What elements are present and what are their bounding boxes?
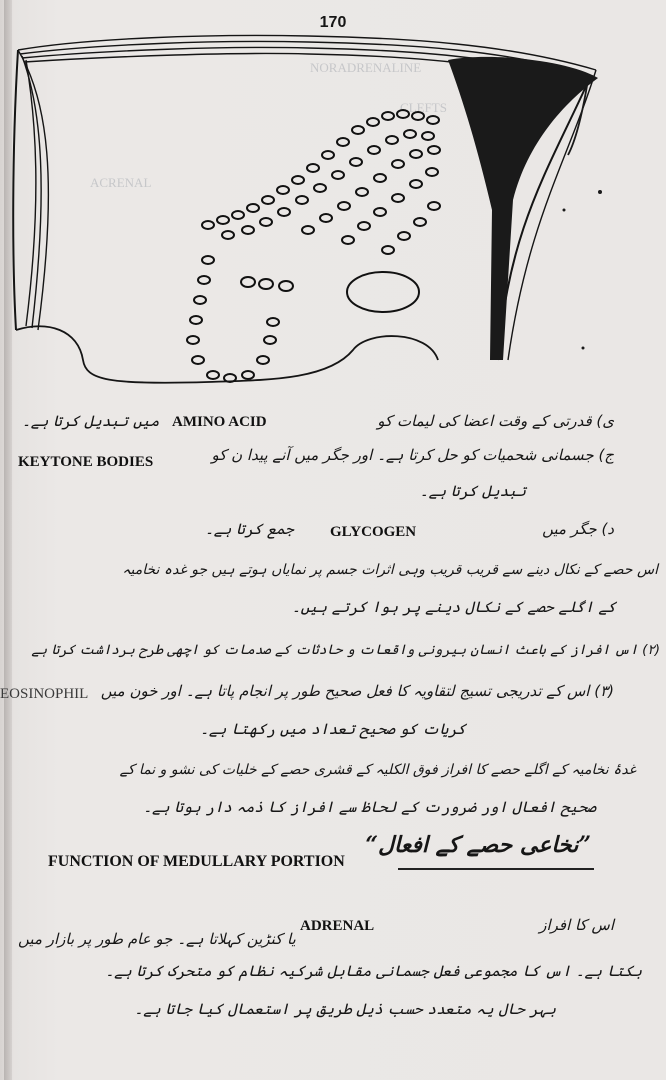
urdu-text-line: د) جگر میں xyxy=(542,520,614,538)
urdu-text-line: بہر حال یہ متعدد حسب ذیل طریق پر استعمال کیا جاتا ہے۔ xyxy=(134,1000,556,1018)
term-keytone-bodies: KEYTONE BODIES xyxy=(18,454,154,470)
section-heading-english: FUNCTION OF MEDULLARY PORTION xyxy=(48,853,345,870)
bleed-through-text: CLEFTS xyxy=(400,100,447,115)
heading-underline xyxy=(398,868,594,870)
term-glycogen: GLYCOGEN xyxy=(330,524,417,540)
term-eosinophil: EOSINOPHIL xyxy=(0,686,89,702)
gland-cross-section-illustration xyxy=(8,30,608,400)
urdu-text-line: ی) قدرتی کے وقت اعضا کی لیمات کو xyxy=(377,412,614,430)
bleed-through-text: NORADRENALINE xyxy=(310,60,422,75)
urdu-text-line: تبدیل کرتا ہے۔ xyxy=(419,482,526,500)
urdu-text-line: ج) جسمانی شحمیات کو حل کرتا ہے۔ اور جگر میں آنے پیدا ن کو xyxy=(211,446,614,464)
urdu-text-line: اس کا افراز xyxy=(539,916,614,934)
term-amino-acid: AMINO ACID xyxy=(172,414,267,430)
urdu-text-line: میں تبدیل کرتا ہے۔ xyxy=(22,412,160,430)
urdu-text-line: صحیح افعال اور ضرورت کے لحاظ سے افراز کا ذمہ دار ہوتا ہے۔ xyxy=(143,798,596,816)
urdu-text-line: (۲) اس افراز کے باعث انسان بیرونی واقعات و حادثات کے صدمات کو اچھی طرح برداشت کرتا ہے xyxy=(31,642,660,658)
urdu-text-line: (۳) اس کے تدریجی تسیج لتقاویہ کا فعل صحیح طور پر انجام پاتا ہے۔ اور خون میں xyxy=(100,682,614,700)
urdu-text-line: اس حصے کے نکال دینے سے قریب قریب وہی اثرات جسم پر نمایاں ہوتے ہیں جو غدہ نخامیہ xyxy=(122,562,658,578)
term-adrenal: ADRENAL xyxy=(300,918,375,934)
urdu-text-line: کریات کو صحیح تعداد میں رکھتا ہے۔ xyxy=(200,720,466,738)
urdu-text-line: بکتا ہے۔ اس کا مجموعی فعل جسمانی مقابل شرکیہ نظام کو متحرک کرتا ہے۔ xyxy=(105,962,642,980)
urdu-text-line: جمع کرتا ہے۔ xyxy=(205,520,294,538)
section-heading-urdu: ”نخاعی حصے کے افعال“ xyxy=(365,832,591,858)
urdu-text-line: یا کنڑین کہلاتا ہے۔ جو عام طور پر بازار میں xyxy=(18,930,296,948)
urdu-text-line: غدۂ نخامیہ کے اگلے حصے کا افراز فوق الکلیہ کے قشری حصے کے خلیات کی نشو و نما کے xyxy=(119,762,636,778)
page-number: 170 xyxy=(319,14,347,31)
bleed-through-text: ACRENAL xyxy=(90,175,152,190)
urdu-text-line: کے اگلے حصے کے نکال دینے پر ہوا کرتے ہیں۔ xyxy=(291,598,616,616)
